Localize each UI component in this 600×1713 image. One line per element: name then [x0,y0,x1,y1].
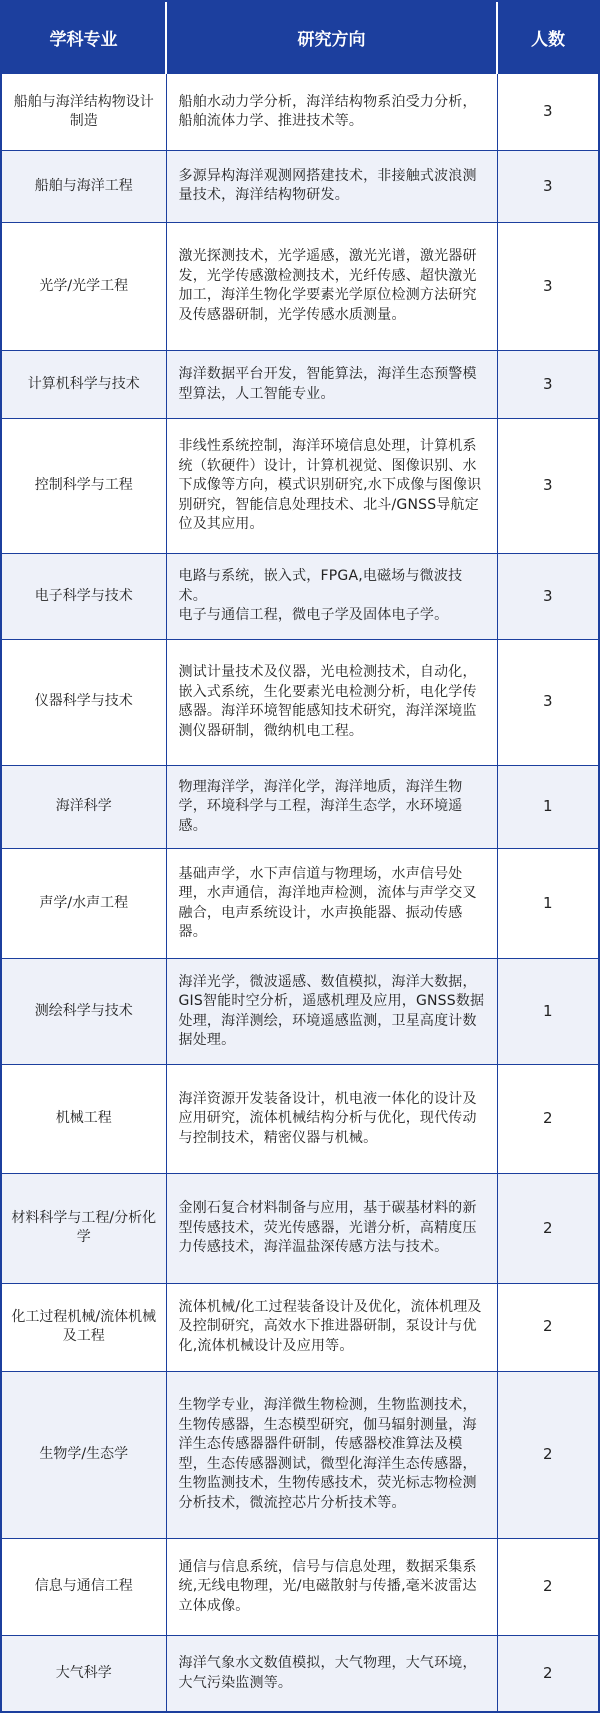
subject-cell: 计算机科学与技术 [2,350,166,418]
subject-cell: 声学/水声工程 [2,849,166,959]
direction-cell: 基础声学，水下声信道与物理场，水声信号处理，水声通信，海洋地声检测，流体与声学交叉融合，电声系统设计，水声换能器、振动传感器。 [166,849,497,959]
table-row [2,222,598,350]
count-cell: 3 [497,151,598,223]
header-direction: 研究方向 [166,2,497,74]
subject-cell: 化工过程机械/流体机械及工程 [2,1283,166,1371]
table-row [2,1636,598,1711]
count-cell: 3 [497,639,598,765]
count-cell: 2 [497,1065,598,1174]
subject-cell: 机械工程 [2,1065,166,1174]
count-cell: 1 [497,958,598,1064]
count-cell: 2 [497,1283,598,1371]
direction-cell: 物理海洋学，海洋化学，海洋地质，海洋生物学，环境科学与工程，海洋生态学，水环境遥感。 [166,765,497,849]
table-row [2,74,598,151]
direction-cell: 激光探测技术，光学遥感，激光光谱，激光器研发，光学传感激检测技术，光纤传感、超快激光加工，海洋生物化学要素光学原位检测方法研究及传感器研制，光学传感水质测量。 [166,222,497,350]
table-row [2,1065,598,1174]
table-row [2,1538,598,1636]
direction-cell: 海洋数据平台开发，智能算法，海洋生态预警模型算法，人工智能专业。 [166,350,497,418]
direction-cell: 流体机械/化工过程装备设计及优化，流体机理及及控制研究，高效水下推进器研制，泵设计与优化,流体机械设计及应用等。 [166,1283,497,1371]
subject-cell: 控制科学与工程 [2,419,166,554]
table-row [2,553,598,639]
direction-cell: 海洋资源开发装备设计，机电液一体化的设计及应用研究，流体机械结构分析与优化，现代传动与控制技术，精密仪器与机械。 [166,1065,497,1174]
count-cell: 2 [497,1173,598,1283]
count-cell: 3 [497,350,598,418]
direction-cell: 生物学专业，海洋微生物检测，生物监测技术，生物传感器，生态模型研究，伽马辐射测量，海洋生态传感器器件研制，传感器校准算法及模型，生态传感器测试，微型化海洋生态传感器，生物监测技术，生物传感技术，荧光标志物检测分析技术，微流控芯片分析技术等。 [166,1371,497,1538]
table-row [2,1173,598,1283]
header-row [2,2,598,74]
table-row [2,958,598,1064]
table-row [2,151,598,223]
count-cell: 1 [497,849,598,959]
subject-cell: 电子科学与技术 [2,553,166,639]
count-cell: 3 [497,419,598,554]
direction-cell: 通信与信息系统，信号与信息处理，数据采集系统,无线电物理，光/电磁散射与传播,毫米波雷达立体成像。 [166,1538,497,1636]
table-row [2,1371,598,1538]
direction-cell: 船舶水动力学分析，海洋结构物系泊受力分析，船舶流体力学、推进技术等。 [166,74,497,151]
subject-cell: 信息与通信工程 [2,1538,166,1636]
count-cell: 3 [497,553,598,639]
direction-cell: 非线性系统控制，海洋环境信息处理，计算机系统（软硬件）设计，计算机视觉、图像识别、水下成像等方向，模式识别研究,水下成像与图像识别研究，智能信息处理技术、北斗/GNSS导航定位及其应用。 [166,419,497,554]
header-count: 人数 [497,2,598,74]
table-row [2,1283,598,1371]
subject-cell: 生物学/生态学 [2,1371,166,1538]
table-row [2,849,598,959]
subject-cell: 测绘科学与技术 [2,958,166,1064]
direction-cell: 海洋气象水文数值模拟，大气物理，大气环境，大气污染监测等。 [166,1636,497,1711]
direction-cell: 测试计量技术及仪器，光电检测技术，自动化，嵌入式系统，生化要素光电检测分析，电化学传感器。海洋环境智能感知技术研究，海洋深境监测仪器研制，微纳机电工程。 [166,639,497,765]
count-cell: 2 [497,1538,598,1636]
table-row [2,639,598,765]
subject-cell: 仪器科学与技术 [2,639,166,765]
count-cell: 2 [497,1371,598,1538]
direction-cell: 多源异构海洋观测网搭建技术，非接触式波浪测量技术，海洋结构物研发。 [166,151,497,223]
table-header [2,2,598,74]
subject-cell: 大气科学 [2,1636,166,1711]
table-row [2,350,598,418]
count-cell: 3 [497,74,598,151]
subject-cell: 光学/光学工程 [2,222,166,350]
subject-cell: 船舶与海洋工程 [2,151,166,223]
subject-cell: 海洋科学 [2,765,166,849]
count-cell: 1 [497,765,598,849]
research-table [2,2,598,1711]
count-cell: 3 [497,222,598,350]
direction-cell: 海洋光学，微波遥感、数值模拟，海洋大数据，GIS智能时空分析，遥感机理及应用，GNSS数据处理，海洋测绘，环境遥感监测，卫星高度计数据处理。 [166,958,497,1064]
count-cell: 2 [497,1636,598,1711]
table-row [2,765,598,849]
subject-cell: 船舶与海洋结构物设计制造 [2,74,166,151]
subject-cell: 材料科学与工程/分析化学 [2,1173,166,1283]
table-row [2,419,598,554]
table-body [2,74,598,1712]
direction-cell: 电路与系统，嵌入式，FPGA,电磁场与微波技术。 电子与通信工程，微电子学及固体电子学。 [166,553,497,639]
header-subject: 学科专业 [2,2,166,74]
direction-cell: 金刚石复合材料制备与应用，基于碳基材料的新型传感技术，荧光传感器，光谱分析，高精度压力传感技术，海洋温盐深传感方法与技术。 [166,1173,497,1283]
